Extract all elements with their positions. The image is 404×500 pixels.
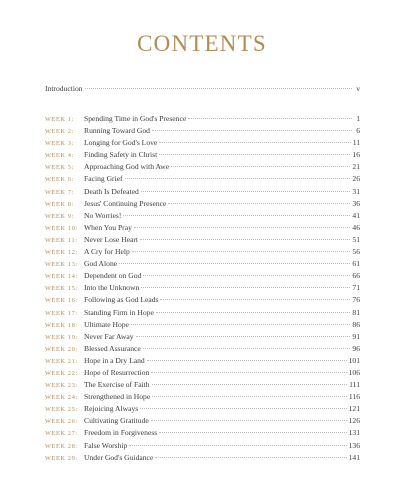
entry-page: 116 <box>348 392 360 402</box>
dot-leader <box>131 324 350 325</box>
week-label: WEEK 15: <box>45 285 78 293</box>
toc-entry[interactable] <box>45 356 360 368</box>
week-label: WEEK 16: <box>45 297 78 305</box>
week-label: WEEK 24: <box>45 394 78 402</box>
dot-leader <box>152 396 347 397</box>
toc-entry[interactable] <box>45 441 360 453</box>
week-label: WEEK 8: <box>45 200 75 208</box>
dot-leader <box>134 227 351 228</box>
entry-page: 81 <box>352 307 360 317</box>
toc-entry[interactable] <box>45 162 360 174</box>
entry-page: 31 <box>352 186 360 196</box>
dot-leader <box>119 263 350 264</box>
dot-leader <box>188 118 352 119</box>
week-label: WEEK 21: <box>45 357 78 365</box>
toc-entry[interactable] <box>45 247 360 259</box>
toc-entry[interactable] <box>45 283 360 295</box>
week-label: WEEK 1: <box>45 116 75 123</box>
dot-leader <box>159 432 346 433</box>
dot-leader <box>160 299 350 300</box>
entry-page: 96 <box>352 343 360 353</box>
entry-page: 71 <box>352 283 360 293</box>
entry-title: Rejoicing Always <box>84 404 139 414</box>
dot-leader <box>152 384 348 385</box>
toc-entry[interactable] <box>45 380 360 392</box>
entry-page: 126 <box>348 416 360 426</box>
toc-entry[interactable] <box>45 308 360 320</box>
entry-page: 56 <box>352 247 360 257</box>
entry-title: Under God's Guidance <box>84 452 154 462</box>
toc-entry[interactable] <box>45 187 360 199</box>
entry-page: 41 <box>352 210 360 220</box>
toc-entry[interactable] <box>45 211 360 223</box>
dot-leader <box>147 360 347 361</box>
week-label: WEEK 12: <box>45 249 78 257</box>
entry-page: 36 <box>352 198 360 208</box>
entry-title: Hope in a Dry Land <box>84 355 145 365</box>
entry-title: Standing Firm in Hope <box>84 307 154 317</box>
entry-page: 21 <box>352 162 360 172</box>
toc-entry[interactable] <box>45 344 360 356</box>
dot-leader <box>151 372 346 373</box>
week-label: WEEK 4: <box>45 152 75 160</box>
entry-page: 106 <box>348 367 360 377</box>
week-label: WEEK 3: <box>45 140 75 148</box>
week-label: WEEK 19: <box>45 333 78 341</box>
entry-page: 16 <box>352 150 360 160</box>
dot-leader <box>159 142 350 143</box>
toc-entry[interactable] <box>45 320 360 332</box>
dot-leader <box>123 215 350 216</box>
entry-title: Facing Grief <box>84 174 123 184</box>
week-label: WEEK 10: <box>45 224 78 232</box>
week-label: WEEK 13: <box>45 261 78 269</box>
dot-leader <box>151 420 347 421</box>
toc-entry[interactable] <box>45 368 360 380</box>
week-label: WEEK 27: <box>45 430 78 438</box>
entry-page: 136 <box>348 440 360 450</box>
entry-title: God Alone <box>84 259 118 269</box>
entry-title: Into the Unknown <box>84 283 140 293</box>
dot-leader <box>140 239 350 240</box>
toc-entry[interactable] <box>45 416 360 428</box>
entry-page: 66 <box>352 271 360 281</box>
entry-title: Death Is Defeated <box>84 186 139 196</box>
dot-leader <box>156 312 351 313</box>
toc-entry[interactable] <box>45 126 360 138</box>
entry-title: Following as God Leads <box>84 295 159 305</box>
week-label: WEEK 25: <box>45 406 78 414</box>
dot-leader <box>159 154 350 155</box>
entry-title: No Worries! <box>84 210 122 220</box>
toc-entry[interactable] <box>45 174 360 186</box>
week-label: WEEK 23: <box>45 382 78 390</box>
week-label: WEEK 20: <box>45 345 78 353</box>
toc-intro-row[interactable] <box>45 84 360 93</box>
entry-title: Longing for God's Love <box>84 138 158 148</box>
entry-page: 51 <box>352 234 360 244</box>
dot-leader <box>155 457 346 458</box>
entry-title: False Worship <box>84 440 128 450</box>
entry-page: 131 <box>348 428 360 438</box>
entry-page: 111 <box>349 380 360 390</box>
entry-page: 46 <box>352 222 360 232</box>
entry-title: The Exercise of Faith <box>84 380 150 390</box>
week-label: WEEK 29: <box>45 454 78 462</box>
week-label: WEEK 6: <box>45 176 75 184</box>
week-label: WEEK 14: <box>45 273 78 281</box>
toc-entry[interactable] <box>45 138 360 150</box>
entry-page: 76 <box>352 295 360 305</box>
entry-title: Cultivating Gratitude <box>84 416 149 426</box>
entry-title: Strengthened in Hope <box>84 392 151 402</box>
dot-leader <box>168 203 350 204</box>
dot-leader <box>136 336 351 337</box>
toc-entry[interactable] <box>45 453 360 465</box>
page-title: CONTENTS <box>137 31 267 56</box>
toc-entry[interactable] <box>45 235 360 247</box>
dot-leader <box>171 166 350 167</box>
toc-entry[interactable] <box>45 223 360 235</box>
dot-leader <box>141 287 350 288</box>
week-label: WEEK 18: <box>45 321 78 329</box>
entry-title: A Cry for Help <box>84 247 130 257</box>
entry-page: 121 <box>348 404 360 414</box>
week-label: WEEK 26: <box>45 418 78 426</box>
entry-page: 141 <box>348 452 360 462</box>
entry-page: 61 <box>352 259 360 269</box>
toc-list <box>45 114 360 465</box>
entry-title: Blessed Assurance <box>84 343 141 353</box>
week-label: WEEK 28: <box>45 442 78 450</box>
entry-page: 6 <box>356 126 360 136</box>
intro-label: Introduction <box>45 84 83 93</box>
entry-title: Jesus' Continuing Presence <box>84 198 167 208</box>
entry-page: 101 <box>348 355 360 365</box>
week-label: WEEK 5: <box>45 164 75 172</box>
dot-leader <box>143 275 350 276</box>
entry-title: Spending Time in God's Presence <box>84 114 187 123</box>
dot-leader <box>132 251 351 252</box>
toc-entry[interactable] <box>45 295 360 307</box>
entry-page: 11 <box>352 138 360 148</box>
dot-leader <box>129 445 346 446</box>
toc-entry[interactable] <box>45 404 360 416</box>
week-label: WEEK 9: <box>45 212 75 220</box>
toc-entry[interactable] <box>45 114 360 126</box>
toc-entry[interactable] <box>45 392 360 404</box>
toc-entry[interactable] <box>45 332 360 344</box>
entry-title: Dependent on God <box>84 271 142 281</box>
entry-page: 1 <box>356 114 360 123</box>
dot-leader <box>152 130 352 131</box>
week-label: WEEK 22: <box>45 369 78 377</box>
dot-leader <box>85 88 352 89</box>
entry-title: Never Far Away <box>84 331 134 341</box>
entry-page: 86 <box>352 319 360 329</box>
toc-entry[interactable] <box>45 199 360 211</box>
dot-leader <box>143 348 351 349</box>
entry-title: When You Pray <box>84 222 132 232</box>
entry-title: Never Lose Heart <box>84 234 138 244</box>
week-label: WEEK 7: <box>45 188 75 196</box>
dot-leader <box>125 178 351 179</box>
entry-title: Approaching God with Awe <box>84 162 170 172</box>
week-label: WEEK 17: <box>45 309 78 317</box>
entry-title: Freedom in Forgiveness <box>84 428 158 438</box>
entry-page: 91 <box>352 331 360 341</box>
entry-page: 26 <box>352 174 360 184</box>
entry-title: Hope of Resurrection <box>84 367 150 377</box>
toc-entry[interactable] <box>45 259 360 271</box>
entry-title: Running Toward God <box>84 126 150 136</box>
dot-leader <box>140 408 346 409</box>
toc-entry[interactable] <box>45 150 360 162</box>
entry-title: Ultimate Hope <box>84 319 129 329</box>
entry-title: Finding Safety in Christ <box>84 150 158 160</box>
intro-page: v <box>356 84 360 93</box>
week-label: WEEK 11: <box>45 236 78 244</box>
week-label: WEEK 2: <box>45 128 75 136</box>
toc-entry[interactable] <box>45 428 360 440</box>
toc-entry[interactable] <box>45 271 360 283</box>
dot-leader <box>141 191 351 192</box>
